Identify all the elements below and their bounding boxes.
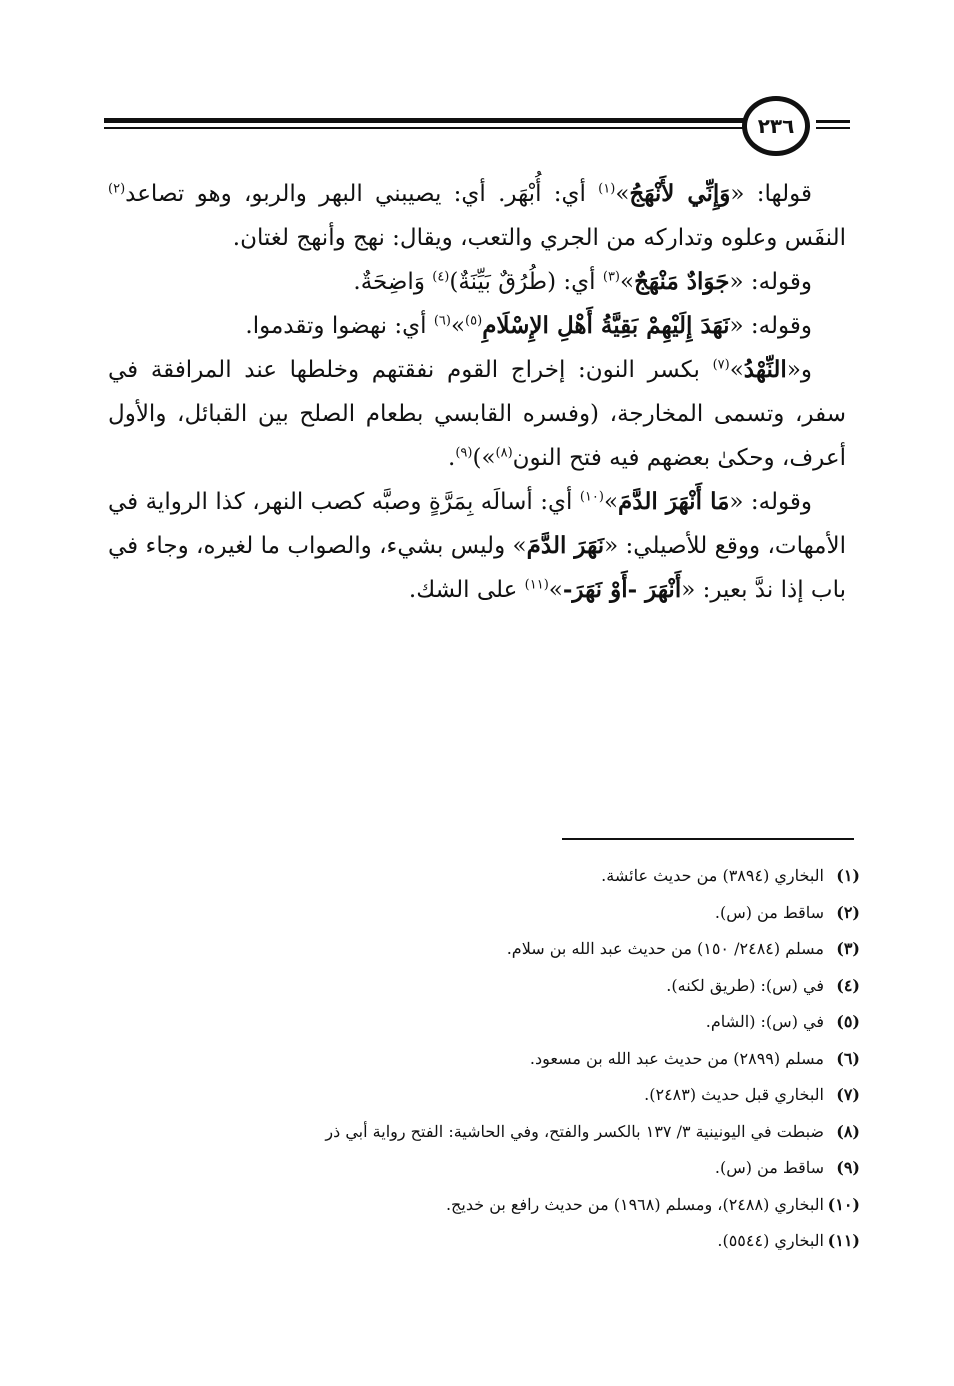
footnote-text: ساقط من (س). — [714, 902, 824, 922]
footnote-number: (١١) — [827, 1231, 860, 1250]
hadith-phrase: جَوَادٌ مَنْهَجٌ — [634, 268, 730, 295]
footnote-text: في (س): (طريق لكنه). — [666, 975, 824, 995]
footnote-ref: (٦) — [433, 313, 451, 329]
text-span: وقوله: « — [729, 489, 812, 515]
text-span: » — [729, 357, 744, 383]
header-rule-thick — [104, 118, 744, 123]
text-span: بكسر النون: إخراج القوم نفقتهم وخلطها عند المرافقة في سفر، وتسمى المخارجة، (وفسره القابسي بطعام الصلح بين القبائل، والأول أعرف، وحكىٰ بعضهم فيه فتح النون — [108, 357, 846, 471]
footnote-text: مسلم (٢٨٩٩) من حديث عبد الله بن مسعود. — [529, 1048, 824, 1068]
footnote-text: البخاري (٢٤٨٨)، ومسلم (١٩٦٨) من حديث رافع بن خديج. — [445, 1194, 824, 1214]
footnote-item — [108, 858, 860, 895]
text-span: » — [620, 269, 635, 295]
footnote-text: ضبطت في اليونينية ٣/ ١٣٧ بالكسر والفتح، وفي الحاشية: الفتح رواية أبي ذر — [325, 1121, 824, 1141]
page-header — [104, 96, 848, 160]
hadith-phrase: النِّهْدُ — [743, 356, 787, 383]
footnote-ref: (٥) — [465, 313, 483, 329]
footnote-number: (٢) — [836, 902, 860, 922]
footnote-text: البخاري (٥٥٤٤). — [717, 1231, 824, 1250]
header-rule-right — [816, 120, 850, 123]
footnote-item — [108, 895, 860, 932]
paragraph-2 — [108, 260, 846, 304]
text-span: » — [548, 577, 563, 603]
text-span: أي: نهضوا وتقدموا. — [245, 313, 434, 339]
footnote-item — [108, 1077, 860, 1114]
footnote-item — [108, 1150, 860, 1187]
text-span: على الشك. — [408, 577, 525, 603]
hadith-phrase: نَهَرَ الدَّمَ — [526, 532, 605, 559]
paragraph-3 — [108, 304, 846, 348]
page-number: ٢٣٦ — [742, 96, 810, 156]
footnote-text: مسلم (٢٤٨٤/ ١٥٠) من حديث عبد الله بن سلام. — [506, 939, 824, 958]
text-span: و« — [786, 357, 812, 383]
hadith-phrase: أَنْهَرَ -أَوْ نَهَرَ- — [562, 576, 682, 603]
footnotes — [108, 858, 860, 1260]
text-span: » — [615, 181, 630, 207]
footnote-ref: (٤) — [432, 269, 450, 285]
text-span: أي: (طُرُقٌ بَيِّنَةٌ) — [449, 269, 603, 295]
hadith-phrase: وَإِنِّي لأَنْهَجُ — [629, 180, 731, 207]
footnote-item — [108, 1114, 860, 1151]
footnote-ref: (٧) — [712, 357, 730, 373]
footnote-number: (١٠) — [827, 1194, 860, 1214]
text-span: وَاضِحَةٌ. — [353, 269, 433, 295]
footnote-text: ساقط من (س). — [714, 1158, 824, 1177]
footnote-item — [108, 1041, 860, 1078]
footnote-ref: (٩) — [455, 445, 473, 461]
header-rule-right-thin — [816, 127, 850, 129]
footnote-ref: (١) — [598, 181, 616, 197]
text-span: وقوله: « — [729, 313, 812, 339]
footnote-number: (٥) — [836, 1012, 860, 1031]
paragraph-4 — [108, 348, 846, 480]
footnote-text: البخاري قبل حديث (٢٤٨٣). — [644, 1085, 824, 1104]
paragraph-5 — [108, 480, 846, 612]
text-span: » — [603, 489, 619, 515]
text-span: . — [448, 445, 456, 471]
main-text — [108, 172, 846, 612]
footnote-ref: (٣) — [602, 269, 620, 285]
hadith-phrase: نَهَدَ إِلَيْهِمْ بَقِيَّةُ أَهْلِ الإِسْلَامِ — [482, 312, 730, 339]
text-span: أي: أسالَه بِمَرَّةٍ وصبَّه كصب النهر، كذا الرواية في الأمهات، ووقع للأصيلي: « — [108, 489, 846, 559]
text-span: أي: أُبْهَر. أي: يصيبني البهر والربو، وهو تصاعد — [125, 181, 599, 207]
footnote-ref: (١١) — [524, 577, 549, 593]
footnote-text: في (س): (الشام. — [705, 1012, 824, 1031]
footnote-ref: (٨) — [495, 445, 513, 461]
footnote-item — [108, 931, 860, 968]
footnote-item — [108, 968, 860, 1005]
text-span: ») — [472, 445, 496, 471]
text-span: » — [450, 313, 466, 339]
text-span: وقوله: « — [729, 269, 812, 295]
footnote-ref: (٢) — [108, 181, 126, 197]
footnote-number: (٣) — [836, 939, 860, 958]
footnote-number: (١) — [836, 866, 860, 885]
header-rule-thin — [104, 127, 744, 129]
footnote-item — [108, 1187, 860, 1224]
text-span: » وليس بشيء، والصواب ما لغيره، وجاء في باب إذا ندَّ بعير: « — [108, 533, 846, 603]
footnote-number: (٤) — [836, 975, 860, 995]
footnote-item — [108, 1223, 860, 1260]
footnote-number: (٨) — [836, 1121, 860, 1141]
footnote-divider — [562, 838, 854, 840]
footnote-number: (٦) — [836, 1048, 860, 1068]
text-span: النفَس وعلوه وتداركه من الجري والتعب، ويقال: نهج وأنهج لغتان. — [232, 225, 846, 251]
footnote-ref: (١٠) — [579, 489, 604, 505]
footnote-text: البخاري (٣٨٩٤) من حديث عائشة. — [601, 866, 824, 885]
footnote-item — [108, 1004, 860, 1041]
footnote-number: (٧) — [836, 1085, 860, 1104]
hadith-phrase: مَا أَنْهَرَ الدَّمَ — [618, 488, 730, 515]
text-span: قولها: « — [730, 181, 812, 207]
paragraph-1 — [108, 172, 846, 260]
footnote-number: (٩) — [836, 1158, 860, 1177]
